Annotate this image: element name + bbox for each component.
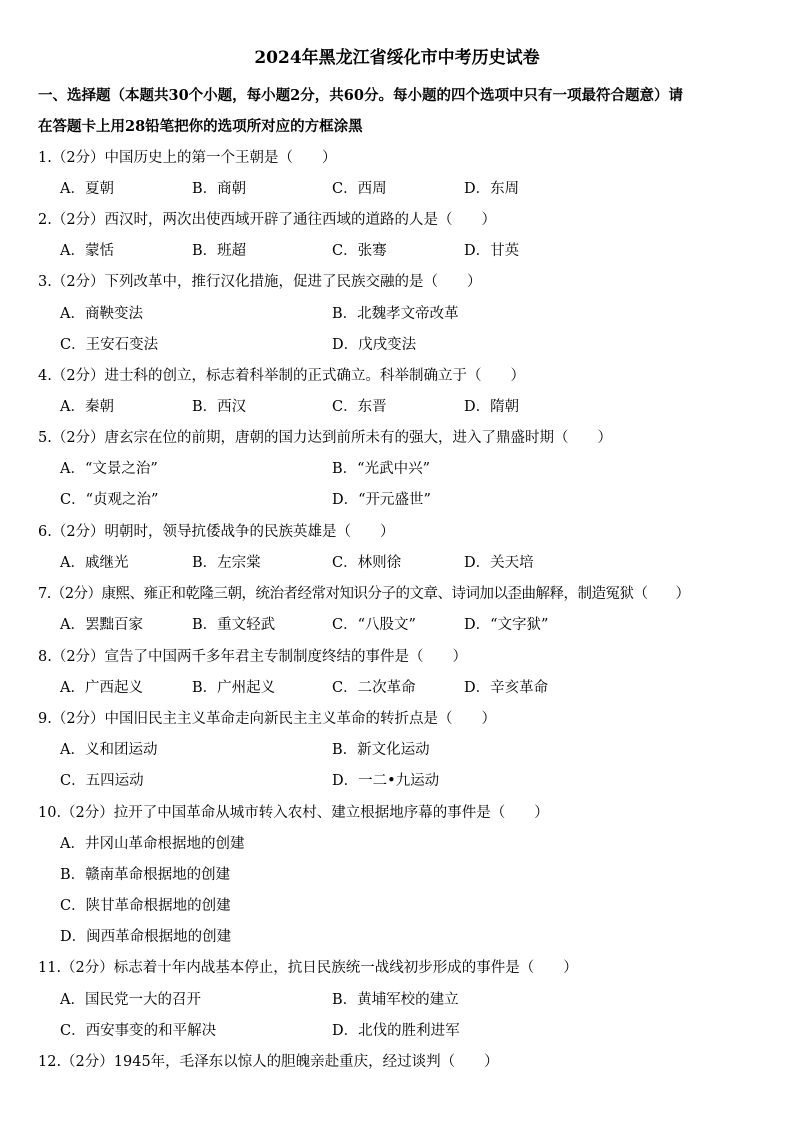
option-4c: C．东晋 [332,399,387,415]
option-10b: B．赣南革命根据地的创建 [60,867,231,883]
option-5d: D．“开元盛世” [332,492,431,508]
option-8d: D．辛亥革命 [464,680,549,696]
question-5: 5.（2分）唐玄宗在位的前期，唐朝的国力达到前所未有的强大，进入了鼎盛时期（ ） [38,430,613,446]
option-10a: A．井冈山革命根据地的创建 [60,836,245,852]
option-11a: A．国民党一大的召开 [60,992,201,1008]
option-4d: D．隋朝 [464,399,520,415]
option-5c: C．“贞观之治” [60,492,159,508]
option-7a: A．罢黜百家 [60,617,143,633]
section-heading-line-1: 一、选择题（本题共30个小题，每小题2分，共60分。每小题的四个选项中只有一项最符合题意）请 [38,87,683,104]
option-3a: A．商鞅变法 [60,306,143,322]
option-7c: C．“八股文” [332,617,416,633]
option-4b: B．西汉 [192,399,247,415]
option-4a: A．秦朝 [60,399,114,415]
question-12: 12.（2分）1945年，毛泽东以惊人的胆魄亲赴重庆，经过谈判（ ） [38,1054,499,1070]
option-8a: A．广西起义 [60,680,143,696]
option-2b: B．班超 [192,243,247,259]
question-8: 8.（2分）宣告了中国两千多年君主专制制度终结的事件是（ ） [38,649,468,665]
option-3c: C．王安石变法 [60,337,159,353]
question-1: 1.（2分）中国历史上的第一个王朝是（ ） [38,150,337,166]
option-9c: C．五四运动 [60,773,144,789]
option-10d: D．闽西革命根据地的创建 [60,929,232,945]
option-7b: B．重文轻武 [192,617,276,633]
question-9: 9.（2分）中国旧民主主义革命走向新民主主义革命的转折点是（ ） [38,711,497,727]
option-6a: A．戚继光 [60,555,129,571]
option-7d: D．“文字狱” [464,617,549,633]
question-4: 4.（2分）进士科的创立，标志着科举制的正式确立。科举制确立于（ ） [38,368,526,384]
question-6: 6.（2分）明朝时，领导抗倭战争的民族英雄是（ ） [38,524,395,540]
option-6b: B．左宗棠 [192,555,261,571]
option-3d: D．戊戌变法 [332,337,417,353]
question-10: 10.（2分）拉开了中国革命从城市转入农村、建立根据地序幕的事件是（ ） [38,805,549,821]
option-9a: A．义和团运动 [60,742,158,758]
option-3b: B．北魏孝文帝改革 [332,306,459,322]
option-1c: C．西周 [332,181,387,197]
option-5b: B．“光武中兴” [332,461,430,477]
option-1d: D．东周 [464,181,520,197]
option-5a: A．“文景之治” [60,461,158,477]
section-heading-line-2: 在答题卡上用28铅笔把你的选项所对应的方框涂黑 [38,118,363,135]
option-6c: C．林则徐 [332,555,402,571]
option-2d: D．甘英 [464,243,520,259]
question-2: 2.（2分）西汉时，两次出使西域开辟了通往西域的道路的人是（ ） [38,212,497,228]
option-11d: D．北伐的胜利进军 [332,1023,460,1039]
option-11c: C．西安事变的和平解决 [60,1023,217,1039]
question-11: 11.（2分）标志着十年内战基本停止，抗日民族统一战线初步形成的事件是（ ） [38,960,578,976]
option-1a: A．夏朝 [60,181,114,197]
exam-title: 2024年黑龙江省绥化市中考历史试卷 [254,48,540,68]
option-10c: C．陕甘革命根据地的创建 [60,898,231,914]
option-2c: C．张骞 [332,243,387,259]
question-3: 3.（2分）下列改革中，推行汉化措施，促进了民族交融的是（ ） [38,274,482,290]
option-6d: D．关天培 [464,555,534,571]
option-8b: B．广州起义 [192,680,276,696]
option-2a: A．蒙恬 [60,243,114,259]
option-8c: C．二次革命 [332,680,416,696]
option-11b: B．黄埔军校的建立 [332,992,459,1008]
option-9d: D．一二•九运动 [332,773,440,789]
question-7: 7.（2分）康熙、雍正和乾隆三朝，统治者经常对知识分子的文章、诗词加以歪曲解释，制造冤狱（ ） [38,586,690,602]
option-9b: B．新文化运动 [332,742,430,758]
option-1b: B．商朝 [192,181,247,197]
